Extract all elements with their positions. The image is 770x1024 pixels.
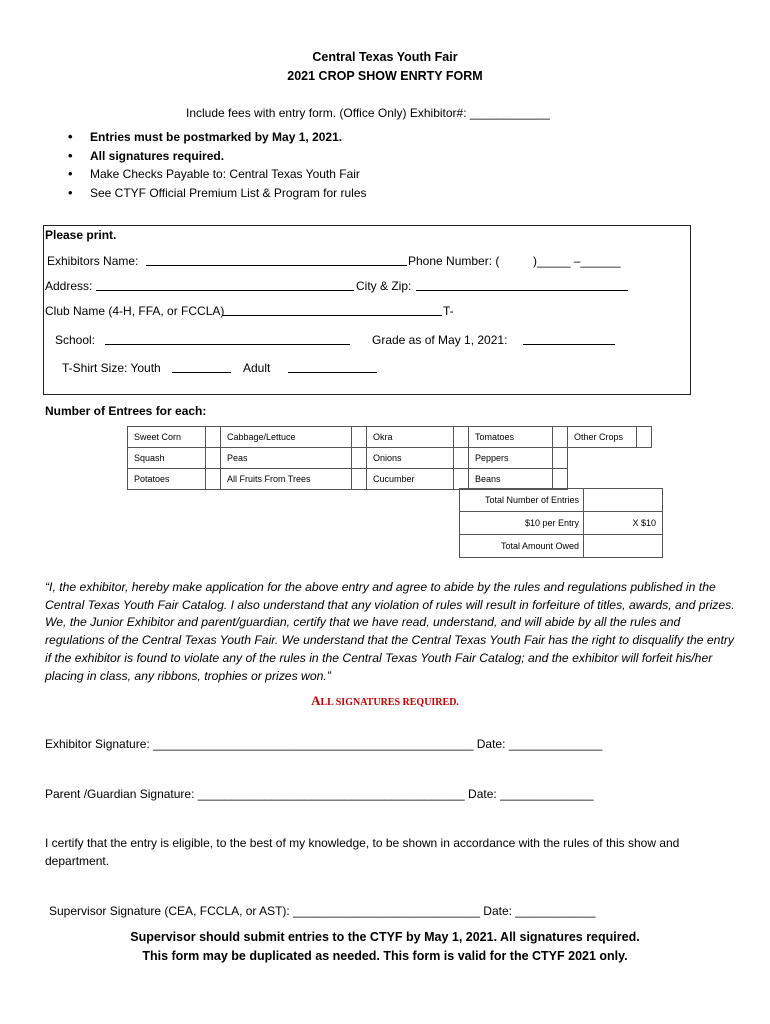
entry-count-cell[interactable] (553, 427, 568, 448)
crop-label: Beans (469, 469, 553, 490)
fees-line: Include fees with entry form. (Office Only) Exhibitor#: ____________ (186, 106, 550, 120)
table-row (460, 512, 663, 535)
instructions-list (68, 128, 367, 202)
crop-label: Cucumber (367, 469, 454, 490)
club-label: Club Name (4-H, FFA, or FCCLA) (45, 304, 225, 318)
bullet-item: • Make Checks Payable to: Central Texas Youth Fair (68, 165, 367, 184)
org-title: Central Texas Youth Fair (312, 50, 458, 64)
entry-count-cell[interactable] (206, 427, 221, 448)
table-row (128, 469, 652, 490)
notice-initial: A (311, 693, 321, 708)
exhibitor-name-label: Exhibitors Name: (47, 254, 139, 268)
footer-line-2: This form may be duplicated as needed. This form is valid for the CTYF 2021 only. (142, 949, 628, 963)
tshirt-label: T-Shirt Size: Youth (62, 361, 161, 375)
times-ten-value: X $10 (584, 512, 663, 535)
entry-count-cell[interactable] (352, 448, 367, 469)
school-label: School: (55, 333, 96, 347)
table-row (460, 489, 663, 512)
notice-rest: LL SIGNATURES REQUIRED. (320, 697, 459, 708)
club-suffix: T- (443, 304, 454, 318)
form-title: 2021 CROP SHOW ENRTY FORM (287, 69, 483, 83)
crop-label: Onions (367, 448, 454, 469)
bullet-item: • All signatures required. (68, 147, 367, 166)
tshirt-youth-field[interactable] (172, 361, 231, 373)
entry-count-cell[interactable] (454, 448, 469, 469)
crop-label: Other Crops (568, 427, 637, 448)
entry-count-cell[interactable] (206, 448, 221, 469)
total-entries-field[interactable] (584, 489, 663, 512)
entry-count-cell[interactable] (352, 427, 367, 448)
table-row (460, 535, 663, 558)
address-label: Address: (45, 279, 93, 293)
table-row (128, 427, 652, 448)
bullet-item: • Entries must be postmarked by May 1, 2021. (68, 128, 367, 147)
table-row (128, 448, 652, 469)
supervisor-signature-line[interactable]: Supervisor Signature (CEA, FCCLA, or AST): ____________________________ Date: ____________ (49, 904, 596, 918)
crop-label: Peppers (469, 448, 553, 469)
crop-label: All Fruits From Trees (221, 469, 352, 490)
entries-heading: Number of Entrees for each: (45, 404, 207, 418)
city-zip-label: City & Zip: (356, 279, 412, 293)
exhibitor-signature-line[interactable]: Exhibitor Signature: ________________________________________________ Date: ______________ (45, 737, 603, 751)
bullet-item: • See CTYF Official Premium List & Program for rules (68, 184, 367, 203)
totals-table (459, 488, 663, 558)
entry-count-cell[interactable] (352, 469, 367, 490)
school-field[interactable] (105, 333, 350, 345)
please-print-label: Please print. (45, 228, 117, 242)
crop-label: Okra (367, 427, 454, 448)
crop-label: Squash (128, 448, 206, 469)
per-entry-label: $10 per Entry (460, 512, 584, 535)
crop-label: Sweet Corn (128, 427, 206, 448)
phone-field[interactable]: )_____ –______ (533, 254, 621, 268)
entry-count-cell[interactable] (553, 448, 568, 469)
crop-label: Potatoes (128, 469, 206, 490)
tshirt-adult-field[interactable] (288, 361, 377, 373)
entry-count-cell[interactable] (454, 469, 469, 490)
total-owed-label: Total Amount Owed (460, 535, 584, 558)
parent-signature-line[interactable]: Parent /Guardian Signature: ________________________________________ Date: ______________ (45, 787, 594, 801)
grade-field[interactable] (523, 333, 615, 345)
total-owed-field[interactable] (584, 535, 663, 558)
club-field[interactable] (222, 304, 442, 316)
address-field[interactable] (96, 279, 354, 291)
crop-label: Peas (221, 448, 352, 469)
crop-entries-table (127, 426, 652, 490)
grade-label: Grade as of May 1, 2021: (372, 333, 508, 347)
exhibitor-statement: “I, the exhibitor, hereby make application for the above entry and agree to abide by the rules and regulations published in the Central Texas Youth Fair Catalog. I also understand that any violation of rules will result in forfeiture of titles, awards, and prizes. We, the Junior Exhibitor and parent/guardian, certify that we have read, understand, and will abide by all the rules and regulations of the Central Texas Youth Fair. We understand that the Central Texas Youth Fair has the right to disqualify the entry if the exhibitor is found to violate any of the rules in the Central Texas Youth Fair Catalog; and the exhibitor will forfeit his/her placing in class, any ribbons, trophies or prizes won.” (45, 580, 735, 683)
total-entries-label: Total Number of Entries (460, 489, 584, 512)
phone-label: Phone Number: ( (408, 254, 500, 268)
entry-count-cell[interactable] (637, 427, 652, 448)
entry-count-cell[interactable] (454, 427, 469, 448)
entry-count-cell[interactable] (206, 469, 221, 490)
signatures-required-notice (0, 693, 770, 709)
crop-label: Tomatoes (469, 427, 553, 448)
exhibitor-name-field[interactable] (146, 254, 407, 266)
adult-label: Adult (243, 361, 271, 375)
footer-line-1: Supervisor should submit entries to the CTYF by May 1, 2021. All signatures required. (130, 930, 640, 944)
city-zip-field[interactable] (416, 279, 628, 291)
crop-label: Cabbage/Lettuce (221, 427, 352, 448)
eligibility-certification: I certify that the entry is eligible, to the best of my knowledge, to be shown in accordance with the rules of this show and department. (45, 836, 680, 868)
entry-count-cell[interactable] (553, 469, 568, 490)
